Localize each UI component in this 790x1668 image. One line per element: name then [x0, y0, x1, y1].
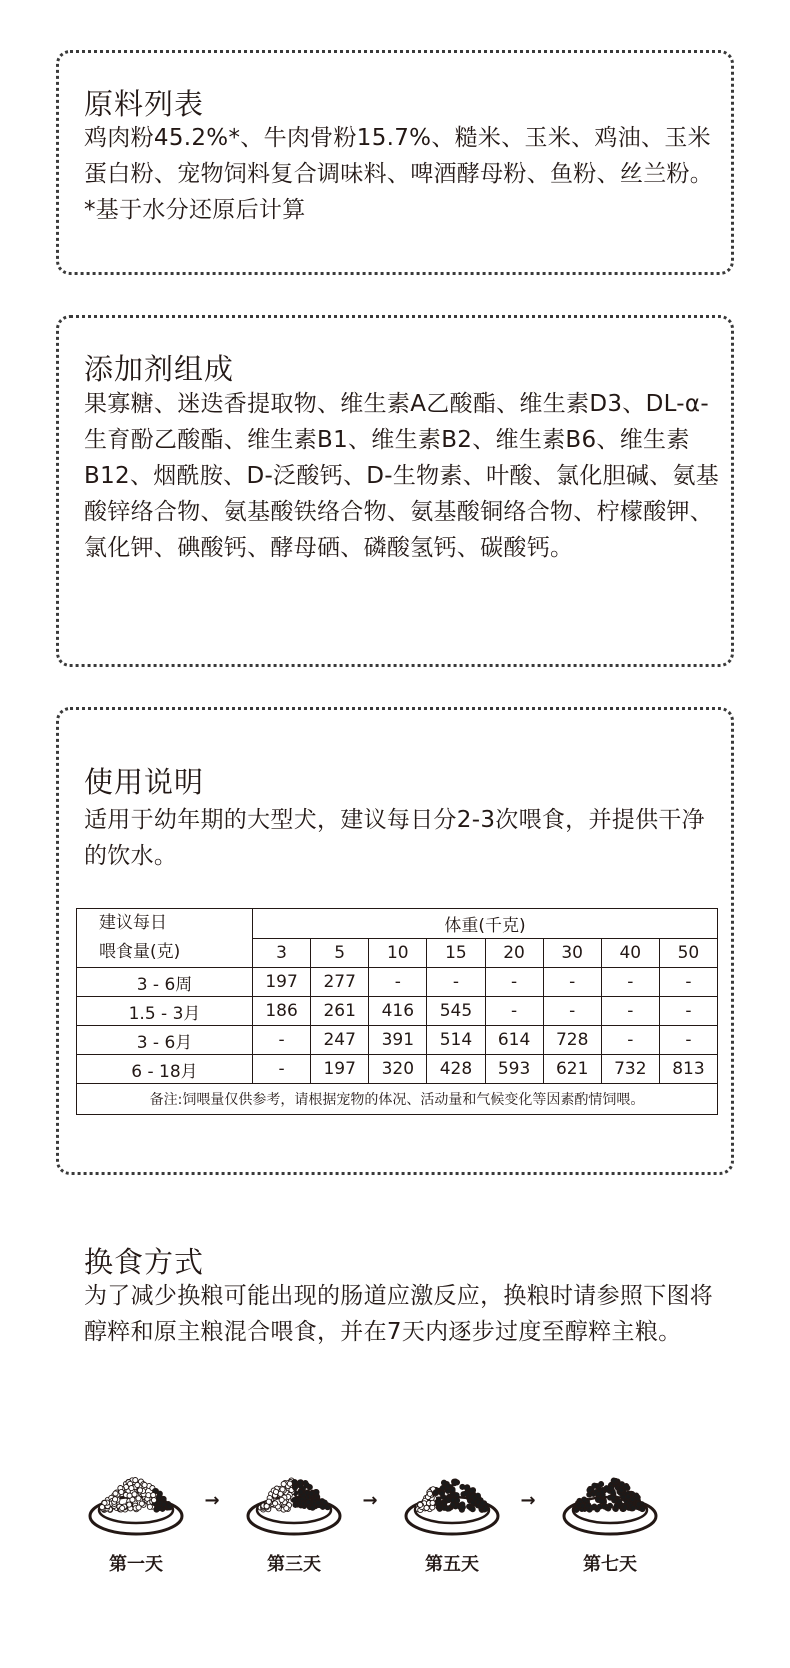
amount-cell: - [543, 997, 601, 1026]
stage-label: 第三天 [267, 1554, 321, 1575]
amount-cell: - [427, 968, 485, 997]
transition-text: 为了减少换粮可能出现的肠道应激反应，换粮时请参照下图将醇粹和原主粮混合喂食，并在7天内逐步过度至醇粹主粮。 [84, 1283, 714, 1345]
amount-cell: - [601, 1026, 659, 1055]
table-row [77, 1055, 718, 1084]
amount-cell: - [601, 968, 659, 997]
amount-cell: 514 [427, 1026, 485, 1055]
age-cell: 3 - 6周 [77, 968, 253, 997]
amount-cell: - [369, 968, 427, 997]
usage-title: 使用说明 [84, 765, 205, 799]
weight-header: 体重(千克) [253, 909, 718, 939]
amount-cell: 197 [311, 1055, 369, 1084]
table-note: 备注:饲喂量仅供参考，请根据宠物的体况、活动量和气候变化等因素酌情饲喂。 [77, 1084, 718, 1115]
arrow-right-icon: → [362, 1490, 378, 1511]
weight-cell: 5 [311, 938, 369, 968]
amount-cell: - [253, 1026, 311, 1055]
usage-text: 适用于幼年期的大型犬，建议每日分2-3次喂食，并提供干净的饮水。 [84, 807, 705, 869]
feeding-bowl-icon [560, 1460, 660, 1540]
amount-cell: - [485, 968, 543, 997]
weight-cell: 15 [427, 938, 485, 968]
weight-cell: 3 [253, 938, 311, 968]
amount-cell: 261 [311, 997, 369, 1026]
table-corner-label-line2: 喂食量(克) [99, 942, 181, 962]
feeding-bowl-icon [244, 1460, 344, 1540]
arrow-right-icon: → [520, 1490, 536, 1511]
amount-cell: 320 [369, 1055, 427, 1084]
table-row [77, 997, 718, 1026]
amount-cell: 621 [543, 1055, 601, 1084]
amount-cell: 428 [427, 1055, 485, 1084]
transition-title: 换食方式 [84, 1245, 205, 1279]
amount-cell: - [253, 1055, 311, 1084]
amount-cell: 813 [659, 1055, 717, 1084]
amount-cell: 416 [369, 997, 427, 1026]
weight-cell: 20 [485, 938, 543, 968]
amount-cell: 197 [253, 968, 311, 997]
additives-text: 果寡糖、迷迭香提取物、维生素A乙酸酯、维生素D3、DL-α-生育酚乙酸酯、维生素B1、维生素B2、维生素B6、维生素B12、烟酰胺、D-泛酸钙、D-生物素、叶酸、氯化胆碱、氨基酸锌络合物、氨基酸铁络合物、氨基酸铜络合物、柠檬酸钾、氯化钾、碘酸钙、酵母硒、磷酸氢钙、碳酸钙。 [84, 391, 720, 561]
weight-cell: 30 [543, 938, 601, 968]
table-corner-label [77, 909, 253, 968]
amount-cell: 247 [311, 1026, 369, 1055]
weight-cell: 10 [369, 938, 427, 968]
ingredients-text: 鸡肉粉45.2%*、牛肉骨粉15.7%、糙米、玉米、鸡油、玉米蛋白粉、宠物饲料复合调味料、啤酒酵母粉、鱼粉、丝兰粉。*基于水分还原后计算 [84, 125, 714, 223]
weight-cell: 40 [601, 938, 659, 968]
amount-cell: 728 [543, 1026, 601, 1055]
age-cell: 6 - 18月 [77, 1055, 253, 1084]
amount-cell: 391 [369, 1026, 427, 1055]
table-row [77, 968, 718, 997]
amount-cell: 593 [485, 1055, 543, 1084]
table-corner-label-line1: 建议每日 [99, 913, 167, 933]
weight-cell: 50 [659, 938, 717, 968]
arrow-right-icon: → [204, 1490, 220, 1511]
amount-cell: - [659, 968, 717, 997]
amount-cell: - [659, 997, 717, 1026]
table-row [77, 1026, 718, 1055]
amount-cell: 732 [601, 1055, 659, 1084]
stage-label: 第一天 [109, 1554, 163, 1575]
age-cell: 1.5 - 3月 [77, 997, 253, 1026]
feeding-bowl-icon [86, 1460, 186, 1540]
feeding-table [76, 908, 718, 1115]
amount-cell: 277 [311, 968, 369, 997]
ingredients-title: 原料列表 [84, 87, 205, 121]
age-cell: 3 - 6月 [77, 1026, 253, 1055]
stage-label: 第五天 [425, 1554, 479, 1575]
feeding-bowl-icon [402, 1460, 502, 1540]
stage-label: 第七天 [583, 1554, 637, 1575]
amount-cell: 614 [485, 1026, 543, 1055]
amount-cell: 545 [427, 997, 485, 1026]
amount-cell: - [485, 997, 543, 1026]
amount-cell: - [659, 1026, 717, 1055]
amount-cell: - [543, 968, 601, 997]
feeding-table-body [77, 968, 718, 1084]
amount-cell: 186 [253, 997, 311, 1026]
additives-title: 添加剂组成 [84, 352, 235, 386]
amount-cell: - [601, 997, 659, 1026]
